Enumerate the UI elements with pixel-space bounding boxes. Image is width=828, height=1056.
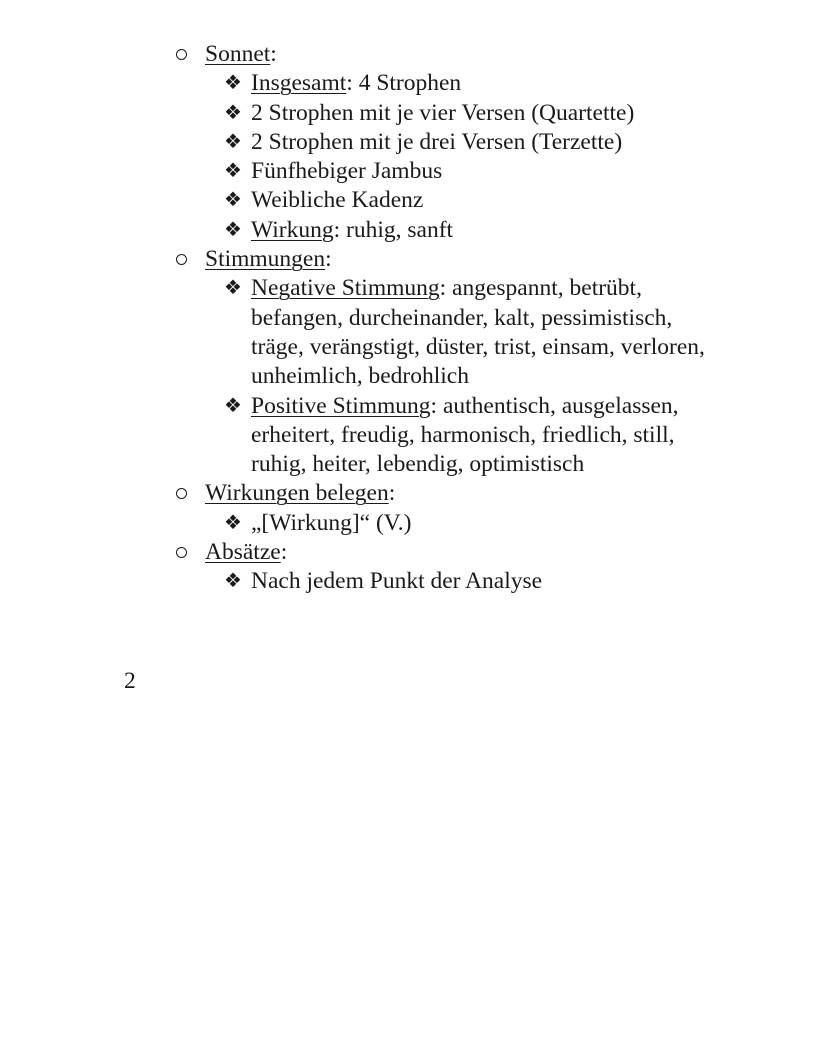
item-label-suffix: :	[346, 70, 359, 97]
item-text: angespannt, betrübt, befangen, durcheinander, kalt, pessimistisch, träge, verängstigt, düster, trist, einsam, verloren, unheimlich, bedrohlich	[251, 275, 705, 390]
heading-suffix: :	[280, 539, 288, 566]
section-heading	[0, 245, 828, 274]
heading-text: Absätze	[205, 539, 281, 566]
item-text: Fünfhebiger Jambus	[251, 158, 443, 185]
item-text: 4 Strophen	[358, 70, 462, 97]
document-page	[0, 40, 828, 597]
item-text: 2 Strophen mit je drei Versen (Terzette)	[251, 128, 623, 155]
section-stimmungen	[0, 245, 828, 479]
diamond-bullet-icon: ❖	[224, 72, 242, 95]
section-wirkungen-belegen	[0, 479, 828, 538]
heading-suffix: :	[388, 480, 396, 507]
item-label-suffix: :	[430, 392, 443, 419]
list-item	[0, 392, 711, 480]
item-label-suffix: :	[333, 216, 347, 243]
diamond-bullet-icon: ❖	[224, 101, 242, 124]
diamond-bullet-icon: ❖	[224, 218, 242, 241]
diamond-bullet-icon: ❖	[224, 130, 242, 153]
heading-text: Sonnet	[205, 41, 271, 67]
list-item	[0, 157, 711, 186]
hollow-circle-bullet-icon	[176, 538, 190, 567]
list-item	[0, 128, 711, 157]
list-item	[0, 509, 711, 538]
hollow-circle-bullet-icon	[176, 40, 190, 69]
list-item	[0, 186, 711, 215]
section-heading	[0, 40, 828, 69]
list-item	[0, 216, 711, 245]
diamond-bullet-icon: ❖	[224, 189, 242, 212]
item-label: Wirkung	[251, 216, 334, 243]
diamond-bullet-icon: ❖	[224, 511, 242, 534]
page-number: 2	[124, 668, 136, 694]
item-text: Weibliche Kadenz	[251, 187, 424, 214]
diamond-bullet-icon: ❖	[224, 394, 242, 417]
list-item	[0, 567, 711, 596]
list-item	[0, 69, 711, 98]
item-label-suffix: :	[439, 275, 453, 302]
diamond-bullet-icon: ❖	[224, 160, 242, 183]
section-heading	[0, 479, 828, 508]
diamond-bullet-icon: ❖	[224, 277, 242, 300]
item-label: Positive Stimmung	[251, 392, 431, 419]
item-label: Insgesamt	[251, 70, 347, 97]
list-item	[0, 274, 711, 391]
item-text: authentisch, ausgelassen, erheitert, freudig, harmonisch, friedlich, still, ruhig, heiter, lebendig, optimistisch	[251, 392, 679, 478]
heading-text: Stimmungen	[205, 246, 326, 273]
item-text: Nach jedem Punkt der Analyse	[251, 568, 543, 595]
item-text: 2 Strophen mit je vier Versen (Quartette)	[251, 99, 635, 126]
heading-suffix: :	[270, 41, 277, 67]
section-heading	[0, 538, 828, 567]
heading-suffix: :	[325, 246, 332, 273]
heading-text: Wirkungen belegen	[205, 480, 389, 507]
section-sonnet	[0, 40, 828, 245]
diamond-bullet-icon: ❖	[224, 570, 242, 593]
section-absaetze	[0, 538, 828, 597]
list-item	[0, 99, 711, 128]
item-text: „[Wirkung]“ (V.)	[251, 509, 412, 536]
hollow-circle-bullet-icon	[176, 245, 190, 274]
item-label: Negative Stimmung	[251, 275, 440, 302]
item-text: ruhig, sanft	[346, 216, 454, 243]
hollow-circle-bullet-icon	[176, 479, 190, 508]
